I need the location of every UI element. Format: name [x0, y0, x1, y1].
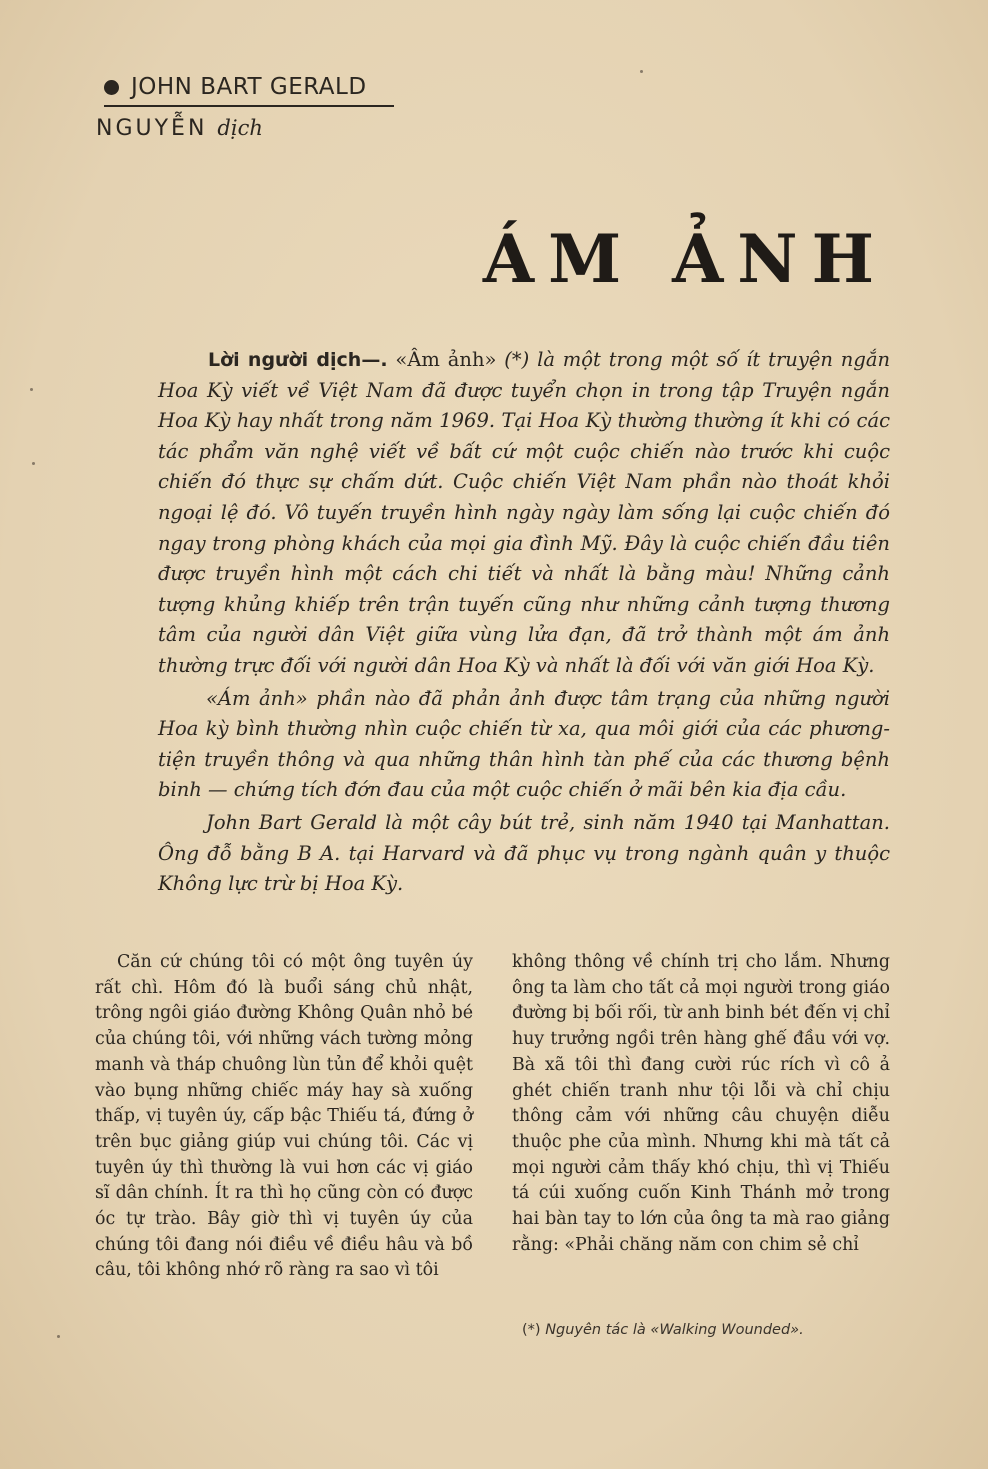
story-title: ÁM ẢNH	[482, 220, 888, 298]
right-column-text: không thông về chính trị cho lắm. Nhưng ông ta làm cho tất cả mọi người trong giáo đường bị bối rối, từ anh binh bét đến vị chỉ huy trưởng ngồi trên hàng ghế đầu với vợ. Bà xã tôi thì đang cười rúc rích vì cô ả ghét chiến tranh như tội lỗi và chỉ chịu thông cảm với những câu chuyện diễu thuộc phe của mình. Nhưng khi mà tất cả mọi người cảm thấy khó chịu, thì vị Thiếu tá cúi xuống cuốn Kinh Thánh mở trong hai bàn tay to lớn của ông ta mà rao giảng rằng: «Phải chăng năm con chim sẻ chỉ	[512, 952, 890, 1255]
translator-note	[158, 345, 890, 900]
paper-speck	[32, 462, 35, 465]
intro-paragraph-3: John Bart Gerald là một cây bút trẻ, sinh năm 1940 tại Manhattan. Ông đỗ bằng B A. tại Harvard và đã phục vụ trong ngành quân y thuộc Không lực trừ bị Hoa Kỳ.	[158, 810, 890, 896]
left-column	[95, 950, 473, 1284]
author-byline	[104, 74, 367, 100]
story-body	[95, 950, 890, 1284]
intro-label: Lời người dịch—.	[208, 349, 388, 371]
footnote-mark: (*)	[522, 1322, 541, 1338]
left-column-text: Căn cứ chúng tôi có một ông tuyên úy rất chì. Hôm đó là buổi sáng chủ nhật, trông ngôi giáo đường Không Quân nhỏ bé của chúng tôi, với những vách tường mỏng manh và tháp chuông lùn tủn để khỏi quệt vào bụng những chiếc máy hay sà xuống thấp, vị tuyên úy, cấp bậc Thiếu tá, đứng ở trên bục giảng giúp vui chúng tôi. Các vị tuyên úy thì thường là vui hơn các vị giáo sĩ dân chính. Ít ra thì họ cũng còn có được óc tự trào. Bây giờ thì vị tuyên úy của chúng tôi đang nói điều về điều hâu và bồ câu, tôi không nhớ rõ ràng ra sao vì tôi	[95, 952, 473, 1281]
footnote-text: Nguyên tác là «Walking Wounded».	[545, 1322, 804, 1338]
intro-paragraph-2: «Ám ảnh» phần nào đã phản ảnh được tâm trạng của những người Hoa kỳ bình thường nhìn cuộc chiến từ xa, qua môi giới của các phương-tiện truyền thông và qua những thân hình tàn phế của các thương bệnh binh — chứng tích đớn đau của một cuộc chiến ở mãi bên kia địa cầu.	[158, 686, 890, 802]
bullet-icon	[104, 80, 119, 95]
paper-speck	[57, 1335, 60, 1338]
paper-speck	[640, 70, 643, 73]
intro-text-1: (*) là một trong một số ít truyện ngắn Hoa Kỳ viết về Việt Nam đã được tuyển chọn in trong tập Truyện ngắn Hoa Kỳ hay nhất trong năm 1969. Tại Hoa Kỳ thường thường ít khi có các tác phẩm văn nghệ viết về bất cứ một cuộc chiến nào trước khi cuộc chiến đó thực sự chấm dứt. Cuộc chiến Việt Nam phần nào thoát khỏi ngoại lệ đó. Vô tuyến truyền hình ngày ngày làm sống lại cuộc chiến đó ngay trong phòng khách của mọi gia đình Mỹ. Đây là cuộc chiến đầu tiên được truyền hình một cách chi tiết và nhất là bằng màu! Những cảnh tượng khủng khiếp trên trận tuyến cũng như những cảnh tượng thương tâm của người dân Việt giữa vùng lửa đạn, đã trở thành một ám ảnh thường trực đối với người dân Hoa Kỳ và nhất là đối với văn giới Hoa Kỳ.	[158, 348, 891, 677]
translator-name: NGUYỄN	[96, 116, 208, 141]
translator-role: dịch	[217, 116, 263, 140]
paper-speck	[30, 388, 33, 391]
author-name: JOHN BART GERALD	[131, 74, 367, 100]
intro-paragraph-1	[158, 345, 890, 682]
right-column	[512, 950, 890, 1284]
intro-quote-title: «Âm ảnh»	[395, 348, 497, 371]
footnote	[522, 1322, 804, 1338]
translator-credit	[96, 116, 263, 141]
byline-divider	[104, 105, 394, 107]
